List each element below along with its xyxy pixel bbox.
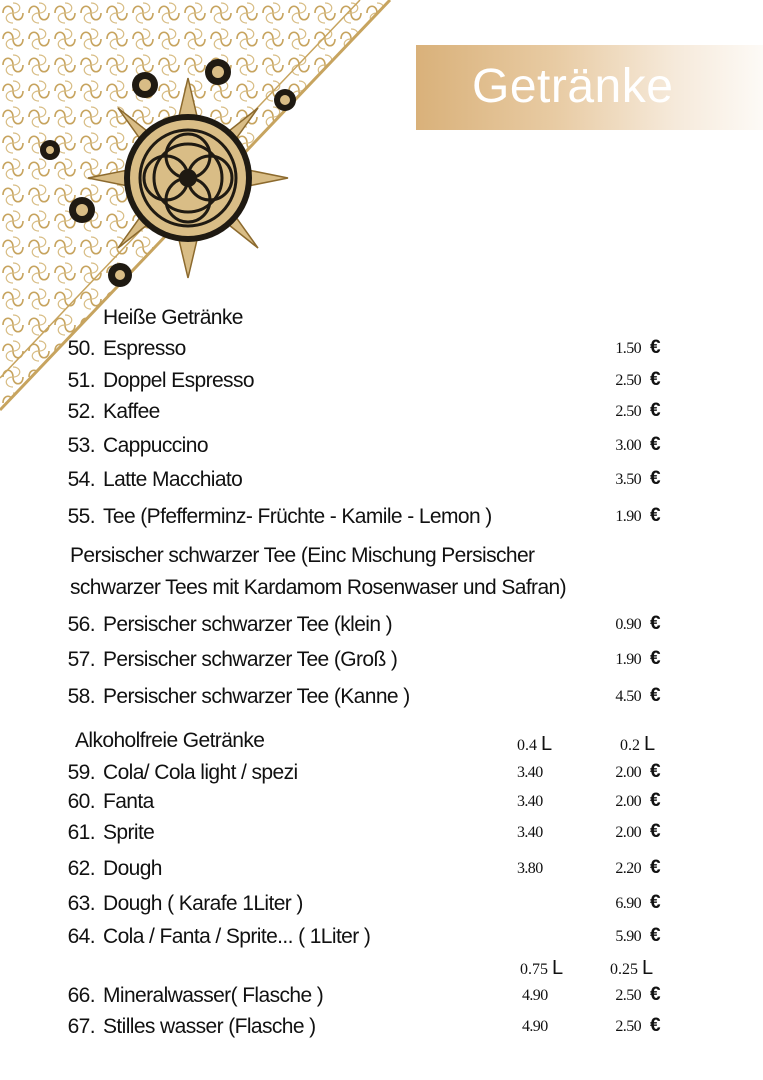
- size-header-large: [517, 733, 552, 756]
- item-price-small: 2.00: [615, 824, 641, 841]
- euro-symbol: €: [650, 648, 660, 669]
- menu-item: [0, 505, 763, 539]
- item-price-large: 3.80: [517, 860, 543, 877]
- item-number: 56.: [67, 613, 95, 636]
- euro-symbol: €: [650, 400, 660, 421]
- section-heading-hot: Heiße Getränke: [103, 306, 243, 329]
- item-number: 55.: [67, 505, 95, 528]
- item-name: Tee (Pfefferminz- Früchte - Kamile - Lemon ): [103, 505, 492, 528]
- item-price-large: 3.40: [517, 793, 543, 810]
- item-price: 1.50: [615, 340, 641, 357]
- item-price: 1.90: [615, 651, 641, 668]
- item-number: 51.: [67, 369, 95, 392]
- item-number: 61.: [67, 821, 95, 844]
- euro-symbol: €: [650, 685, 660, 706]
- size-value: 0.25: [610, 961, 638, 978]
- section-heading-soft: Alkoholfreie Getränke: [75, 729, 265, 752]
- item-name: Persischer schwarzer Tee (Groß ): [103, 648, 398, 671]
- menu-item: [0, 434, 763, 468]
- item-price-large: 4.90: [522, 987, 548, 1004]
- item-price: 3.50: [615, 471, 641, 488]
- persian-tea-note-line1: Persischer schwarzer Tee (Einc Mischung Persischer: [70, 544, 535, 567]
- euro-symbol: €: [650, 337, 660, 358]
- menu-item: [0, 892, 763, 926]
- item-price: 1.90: [615, 508, 641, 525]
- euro-symbol: €: [650, 613, 660, 634]
- item-price: 2.50: [615, 403, 641, 420]
- size-unit: L: [642, 957, 654, 979]
- item-name: Fanta: [103, 790, 154, 813]
- item-name: Persischer schwarzer Tee (klein ): [103, 613, 393, 636]
- euro-symbol: €: [650, 369, 660, 390]
- item-name: Espresso: [103, 337, 186, 360]
- euro-symbol: €: [650, 790, 660, 811]
- menu-item: [0, 369, 763, 403]
- item-number: 67.: [67, 1015, 95, 1038]
- item-number: 57.: [67, 648, 95, 671]
- size-unit: L: [552, 957, 564, 979]
- menu-item: [0, 925, 763, 959]
- item-name: Cappuccino: [103, 434, 208, 457]
- item-name: Stilles wasser (Flasche ): [103, 1015, 316, 1038]
- item-name: Cola / Fanta / Sprite... ( 1Liter ): [103, 925, 371, 948]
- size-header-large: [520, 957, 563, 980]
- item-price-small: 5.90: [615, 928, 641, 945]
- euro-symbol: €: [650, 892, 660, 913]
- item-number: 52.: [67, 400, 95, 423]
- size-header-small: [620, 733, 655, 756]
- item-number: 50.: [67, 337, 95, 360]
- item-number: 53.: [67, 434, 95, 457]
- size-unit: L: [541, 733, 553, 755]
- item-name: Dough: [103, 857, 162, 880]
- euro-symbol: €: [650, 857, 660, 878]
- item-number: 63.: [67, 892, 95, 915]
- item-number: 59.: [67, 761, 95, 784]
- euro-symbol: €: [650, 434, 660, 455]
- item-price-small: 6.90: [615, 895, 641, 912]
- item-price: 4.50: [615, 688, 641, 705]
- item-price-small: 2.20: [615, 860, 641, 877]
- page-title: Getränke: [472, 60, 674, 113]
- title-banner: [416, 45, 763, 130]
- item-price: 2.50: [615, 372, 641, 389]
- item-number: 62.: [67, 857, 95, 880]
- euro-symbol: €: [650, 1015, 660, 1036]
- item-number: 64.: [67, 925, 95, 948]
- item-number: 58.: [67, 685, 95, 708]
- euro-symbol: €: [650, 821, 660, 842]
- euro-symbol: €: [650, 468, 660, 489]
- item-price-small: 2.50: [615, 1018, 641, 1035]
- euro-symbol: €: [650, 761, 660, 782]
- euro-symbol: €: [650, 984, 660, 1005]
- menu-item: [0, 468, 763, 502]
- item-number: 66.: [67, 984, 95, 1007]
- menu-item: [0, 790, 763, 824]
- menu-item: [0, 648, 763, 682]
- item-price: 3.00: [615, 437, 641, 454]
- menu-item: [0, 685, 763, 719]
- item-number: 54.: [67, 468, 95, 491]
- item-name: Dough ( Karafe 1Liter ): [103, 892, 303, 915]
- menu-item: [0, 613, 763, 647]
- item-price-large: 3.40: [517, 764, 543, 781]
- item-price-large: 4.90: [522, 1018, 548, 1035]
- item-price-large: 3.40: [517, 824, 543, 841]
- size-unit: L: [644, 733, 656, 755]
- item-price-small: 2.00: [615, 793, 641, 810]
- menu-item: [0, 400, 763, 434]
- item-number: 60.: [67, 790, 95, 813]
- item-price: 0.90: [615, 616, 641, 633]
- menu-item: [0, 821, 763, 855]
- item-price-small: 2.00: [615, 764, 641, 781]
- item-price-small: 2.50: [615, 987, 641, 1004]
- item-name: Sprite: [103, 821, 155, 844]
- item-name: Doppel Espresso: [103, 369, 254, 392]
- size-value: 0.4: [517, 737, 537, 754]
- item-name: Mineralwasser( Flasche ): [103, 984, 324, 1007]
- size-value: 0.2: [620, 737, 640, 754]
- size-header-small: [610, 957, 653, 980]
- menu-item: [0, 1015, 763, 1049]
- menu-item: [0, 857, 763, 891]
- size-value: 0.75: [520, 961, 548, 978]
- euro-symbol: €: [650, 505, 660, 526]
- menu-item: [0, 337, 763, 371]
- item-name: Cola/ Cola light / spezi: [103, 761, 298, 784]
- menu-item: [0, 984, 763, 1018]
- item-name: Latte Macchiato: [103, 468, 243, 491]
- persian-tea-note-line2: schwarzer Tees mit Kardamom Rosenwaser und Safran): [70, 576, 566, 599]
- item-name: Kaffee: [103, 400, 160, 423]
- item-name: Persischer schwarzer Tee (Kanne ): [103, 685, 410, 708]
- euro-symbol: €: [650, 925, 660, 946]
